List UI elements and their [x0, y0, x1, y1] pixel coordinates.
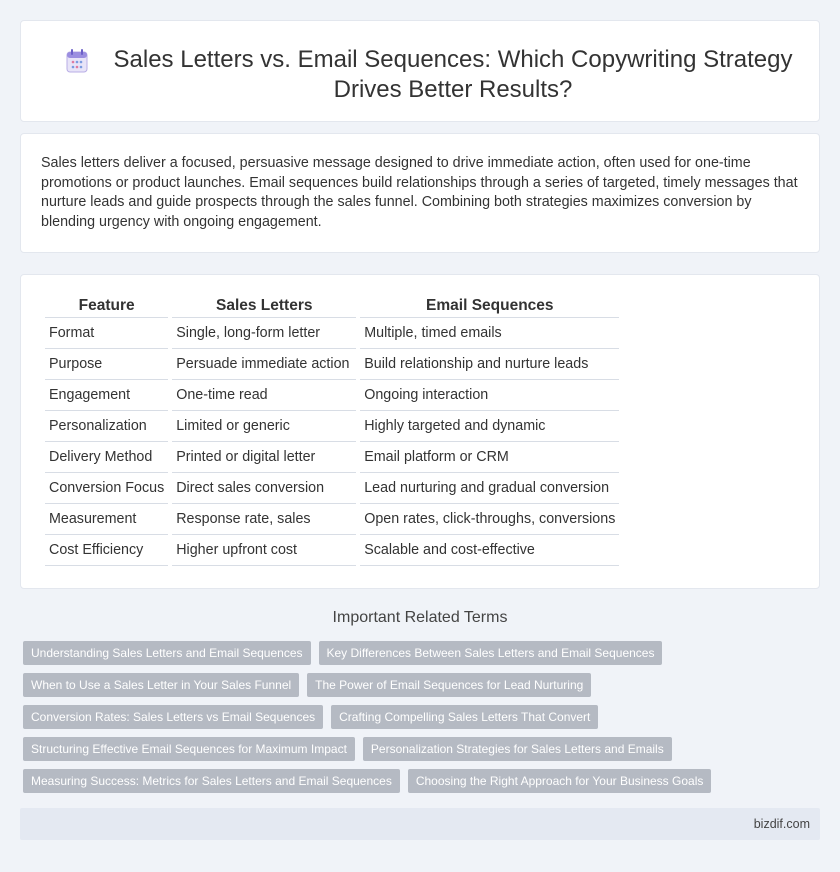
table-cell: Purpose — [45, 349, 168, 380]
table-cell: Multiple, timed emails — [360, 318, 619, 349]
related-term-tag[interactable]: The Power of Email Sequences for Lead Nurturing — [307, 673, 591, 697]
summary-card — [20, 133, 820, 253]
tag-row — [23, 769, 823, 793]
related-term-tag[interactable]: Crafting Compelling Sales Letters That Convert — [331, 705, 598, 729]
tag-row — [23, 705, 823, 729]
table-row — [45, 535, 619, 566]
table-cell: Direct sales conversion — [172, 473, 356, 504]
table-cell: Lead nurturing and gradual conversion — [360, 473, 619, 504]
comparison-card — [20, 274, 820, 589]
table-row — [45, 318, 619, 349]
table-cell: Email platform or CRM — [360, 442, 619, 473]
table-cell: Response rate, sales — [172, 504, 356, 535]
table-cell: Delivery Method — [45, 442, 168, 473]
footer-site: bizdif.com — [753, 817, 810, 831]
related-term-tag[interactable]: Structuring Effective Email Sequences for Maximum Impact — [23, 737, 355, 761]
table-cell: Open rates, click-throughs, conversions — [360, 504, 619, 535]
table-row — [45, 380, 619, 411]
table-cell: Ongoing interaction — [360, 380, 619, 411]
header-card — [20, 20, 820, 122]
table-cell: Scalable and cost-effective — [360, 535, 619, 566]
related-term-tag[interactable]: Personalization Strategies for Sales Letters and Emails — [363, 737, 672, 761]
table-cell: Engagement — [45, 380, 168, 411]
comparison-table — [41, 295, 623, 566]
header-email-sequences: Email Sequences — [360, 295, 619, 318]
table-header-row — [45, 295, 619, 318]
table-cell: Conversion Focus — [45, 473, 168, 504]
table-cell: Cost Efficiency — [45, 535, 168, 566]
related-term-tag[interactable]: Choosing the Right Approach for Your Business Goals — [408, 769, 712, 793]
table-cell: Higher upfront cost — [172, 535, 356, 566]
table-cell: Limited or generic — [172, 411, 356, 442]
related-term-tag[interactable]: Measuring Success: Metrics for Sales Letters and Email Sequences — [23, 769, 400, 793]
header-sales-letters: Sales Letters — [172, 295, 356, 318]
table-cell: Measurement — [45, 504, 168, 535]
footer — [20, 808, 820, 840]
table-cell: Highly targeted and dynamic — [360, 411, 619, 442]
related-term-tag[interactable]: Conversion Rates: Sales Letters vs Email Sequences — [23, 705, 323, 729]
table-cell: One-time read — [172, 380, 356, 411]
header-feature: Feature — [45, 295, 168, 318]
summary-text: Sales letters deliver a focused, persuasive message designed to drive immediate action, often used for one-time promotions or product launches. Email sequences build relationships through a series of targeted, timely messages that nurture leads and guide prospects through the sales funnel. Combining both strategies maximizes conversion by blending urgency with ongoing engagement. — [41, 155, 798, 230]
related-term-tag[interactable]: When to Use a Sales Letter in Your Sales Funnel — [23, 673, 299, 697]
calendar-icon — [65, 48, 89, 74]
table-cell: Persuade immediate action — [172, 349, 356, 380]
table-row — [45, 349, 619, 380]
related-term-tag[interactable]: Understanding Sales Letters and Email Sequences — [23, 641, 311, 665]
table-row — [45, 504, 619, 535]
page-title: Sales Letters vs. Email Sequences: Which Copywriting Strategy Drives Better Results? — [113, 46, 793, 103]
table-cell: Format — [45, 318, 168, 349]
table-row — [45, 411, 619, 442]
table-cell: Build relationship and nurture leads — [360, 349, 619, 380]
related-terms-title: Important Related Terms — [332, 609, 508, 626]
table-row — [45, 473, 619, 504]
table-cell: Printed or digital letter — [172, 442, 356, 473]
tag-row — [23, 641, 823, 665]
tag-row — [23, 673, 823, 697]
related-terms-list — [23, 641, 823, 801]
table-cell: Personalization — [45, 411, 168, 442]
related-term-tag[interactable]: Key Differences Between Sales Letters and Email Sequences — [319, 641, 663, 665]
tag-row — [23, 737, 823, 761]
table-cell: Single, long-form letter — [172, 318, 356, 349]
table-row — [45, 442, 619, 473]
